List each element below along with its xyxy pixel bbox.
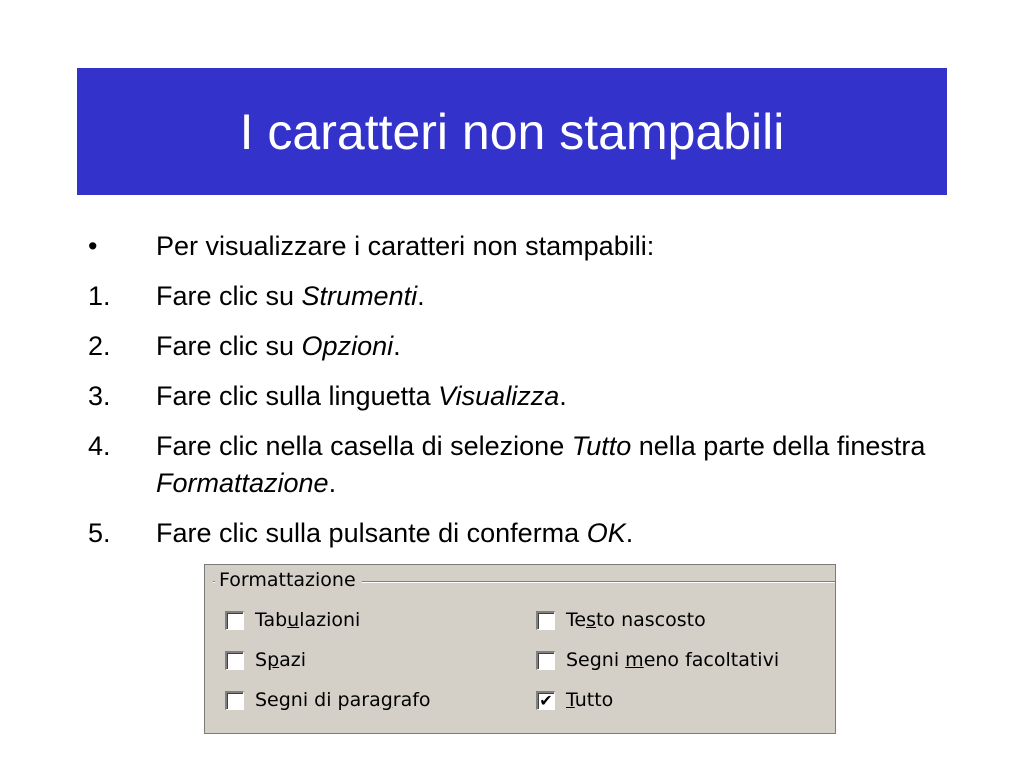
access-key: s <box>586 609 596 631</box>
step-text-plain: . <box>559 381 567 411</box>
step-text-plain: . <box>393 331 401 361</box>
label-part: eno facoltativi <box>643 649 780 671</box>
step-item-2 <box>82 328 962 365</box>
label-part: Segni <box>566 649 626 671</box>
label-part: Segni di para <box>255 689 381 711</box>
step-text-italic: Tutto <box>571 431 632 461</box>
step-number: 1. <box>88 281 111 311</box>
checkbox-box[interactable] <box>536 651 555 670</box>
step-text-italic: Strumenti <box>301 281 418 311</box>
step-text-plain: Fare clic nella casella di selezione <box>156 431 572 461</box>
label-part: Tab <box>255 609 288 631</box>
label-part: lazioni <box>299 609 361 631</box>
checkbox-label <box>566 609 706 631</box>
checkbox-box[interactable] <box>225 611 244 630</box>
intro-text: Per visualizzare i caratteri non stampabili: <box>156 231 655 261</box>
step-number: 3. <box>88 381 111 411</box>
formattazione-dialog-excerpt <box>204 564 836 734</box>
step-item-5 <box>82 515 962 552</box>
step-text-plain: nella parte della finestra <box>631 431 926 461</box>
step-text-italic: Visualizza <box>438 381 560 411</box>
checkbox-label <box>566 649 779 671</box>
group-box-label: Formattazione <box>215 569 362 591</box>
step-text-plain: Fare clic sulla linguetta <box>156 381 439 411</box>
checkbox-tutto[interactable] <box>536 689 613 711</box>
checkbox-box[interactable] <box>225 691 244 710</box>
checkmark-icon: ✔ <box>539 690 553 710</box>
label-part: S <box>255 649 268 671</box>
step-text <box>156 278 962 315</box>
checkbox-segni-di-paragrafo[interactable] <box>225 689 431 711</box>
checkbox-label <box>255 649 306 671</box>
step-text-italic: Formattazione <box>156 468 329 498</box>
step-item-3 <box>82 378 962 415</box>
step-text-plain: . <box>625 518 634 548</box>
label-part: utto <box>574 689 614 711</box>
access-key: p <box>267 649 280 671</box>
step-text-plain: . <box>417 281 425 311</box>
checkbox-testo-nascosto[interactable] <box>536 609 706 631</box>
step-text <box>156 515 962 552</box>
label-part: to nascosto <box>595 609 706 631</box>
checkbox-tabulazioni[interactable] <box>225 609 360 631</box>
step-text <box>156 378 962 415</box>
bullet-marker: • <box>88 231 98 261</box>
step-text <box>156 428 962 502</box>
step-text-italic: OK <box>586 518 626 548</box>
step-text-plain: Fare clic sulla pulsante di conferma <box>156 518 587 548</box>
label-part: azi <box>279 649 307 671</box>
checkbox-box[interactable] <box>536 611 555 630</box>
checkbox-label <box>566 689 613 711</box>
access-key: m <box>625 649 644 671</box>
checkbox-segni-meno-facoltativi[interactable] <box>536 649 779 671</box>
step-item-4 <box>82 428 962 502</box>
checkbox-box[interactable] <box>225 651 244 670</box>
access-key: u <box>287 609 300 631</box>
label-part: Te <box>566 609 587 631</box>
step-number: 4. <box>88 431 111 461</box>
step-text <box>156 328 962 365</box>
step-text-italic: Opzioni <box>301 331 394 361</box>
step-text-plain: . <box>328 468 337 498</box>
step-item-1 <box>82 278 962 315</box>
slide-title: I caratteri non stampabili <box>239 103 785 160</box>
access-key: T <box>566 689 575 711</box>
access-key: g <box>380 689 393 711</box>
step-text-plain: Fare clic su <box>156 331 302 361</box>
label-part: rafo <box>392 689 431 711</box>
intro-item <box>82 228 962 265</box>
checkbox-label <box>255 689 431 711</box>
instruction-list <box>82 228 962 565</box>
slide-title-banner <box>77 68 947 195</box>
step-text-plain: Fare clic su <box>156 281 302 311</box>
step-number: 2. <box>88 331 111 361</box>
checkbox-spazi[interactable] <box>225 649 306 671</box>
step-number: 5. <box>88 518 111 548</box>
checkbox-box-checked[interactable] <box>536 691 555 710</box>
checkbox-label <box>255 609 360 631</box>
